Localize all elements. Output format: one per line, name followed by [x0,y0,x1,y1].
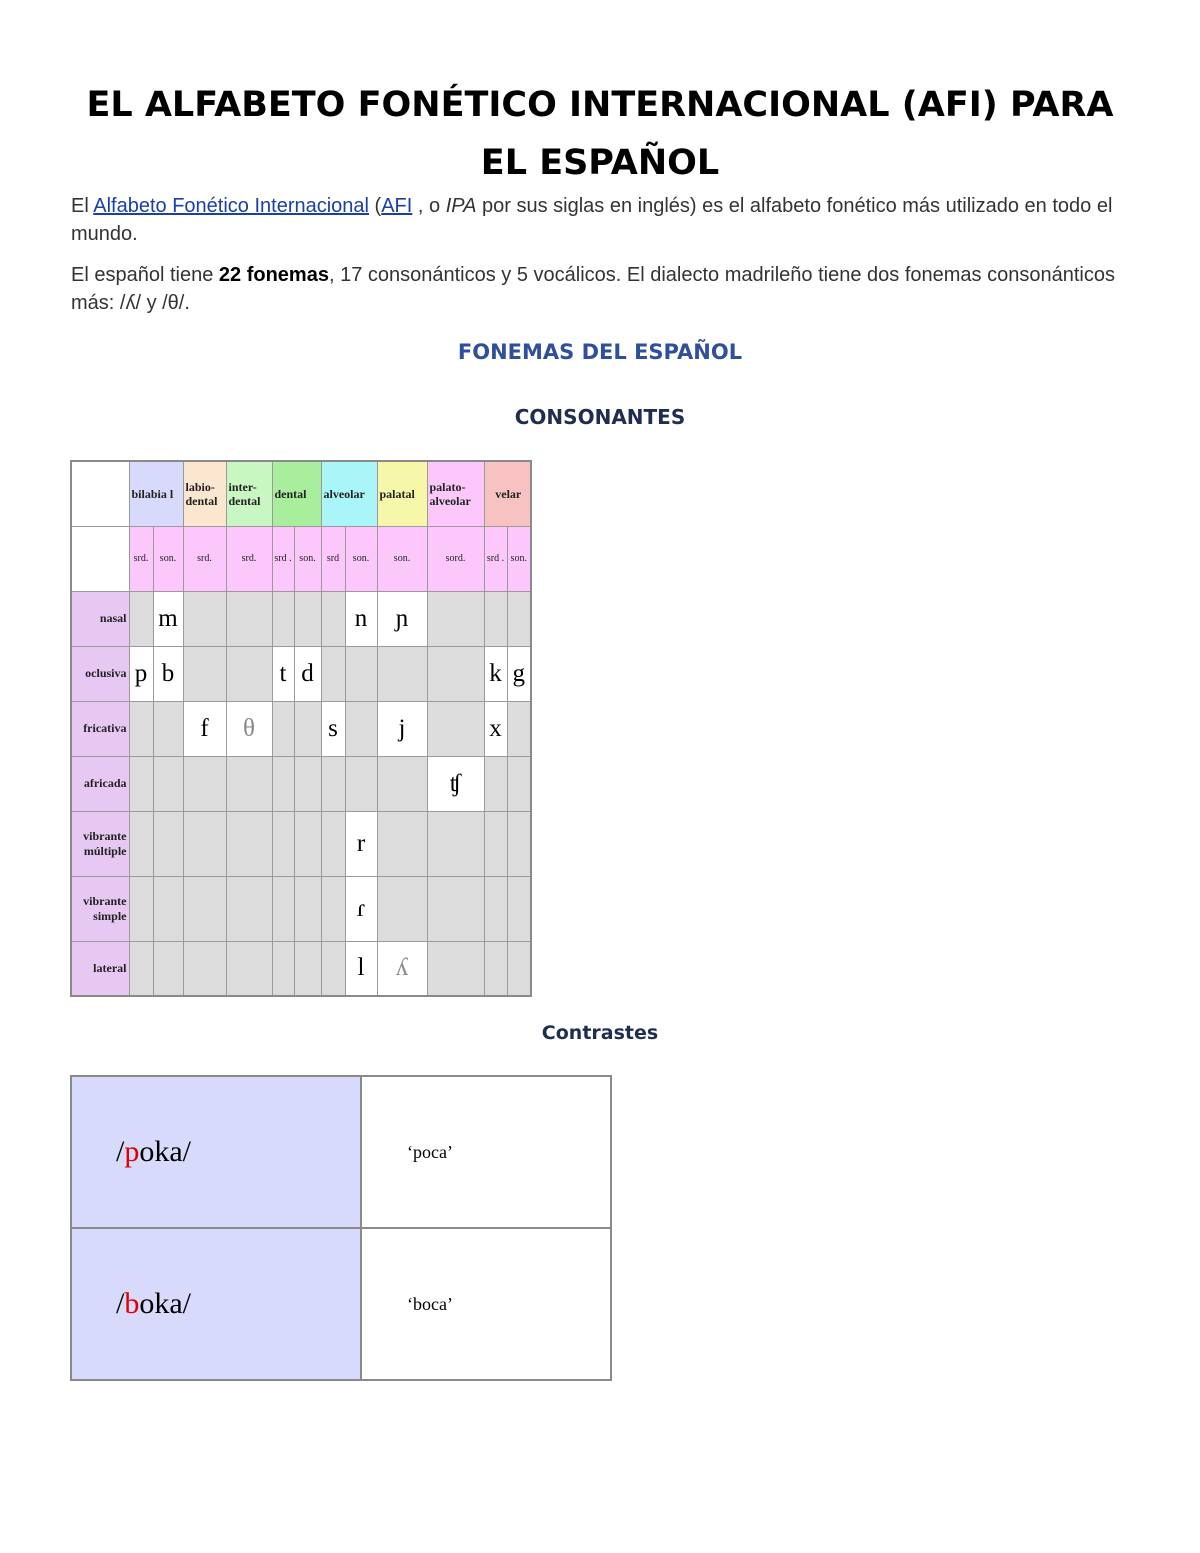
phoneme-row [71,811,531,876]
empty-cell [507,941,531,996]
voicing-subheader: sord. [427,526,484,591]
manner-label: lateral [71,941,129,996]
contrast-transcription [71,1076,361,1228]
transcription-rest: oka/ [139,1287,191,1320]
phoneme-row [71,876,531,941]
phoneme-symbol: p [129,646,153,701]
header-bilabial: bilabia l [129,461,183,526]
phoneme-symbol: s [321,701,345,756]
empty-cell [427,701,484,756]
ipa-abbrev: IPA [445,195,477,217]
phoneme-symbol: ɾ [345,876,377,941]
header-dental: dental [272,461,321,526]
contrast-row [71,1228,611,1380]
manner-label: vibrante múltiple [71,811,129,876]
intro-text: El español tiene [71,264,219,286]
empty-cell [153,941,183,996]
contrast-row [71,1076,611,1228]
voicing-subheader: srd [321,526,345,591]
empty-cell [183,941,226,996]
header-labiodental: labio-dental [183,461,226,526]
empty-cell [321,941,345,996]
empty-cell [183,756,226,811]
header-interdental: inter-dental [226,461,272,526]
phoneme-symbol: l [345,941,377,996]
afi-abbrev-link[interactable]: AFI [381,195,413,217]
phoneme-symbol: ɲ [377,591,427,646]
contrasts-table [70,1075,612,1381]
manner-label: nasal [71,591,129,646]
empty-cell [507,811,531,876]
consonants-heading: CONSONANTES [514,405,686,429]
empty-cell [226,646,272,701]
phoneme-count: 22 fonemas [218,264,329,286]
contrast-phoneme: p [124,1135,140,1168]
phoneme-symbol: θ [226,701,272,756]
empty-cell [507,701,531,756]
empty-cell [226,756,272,811]
empty-cell [153,876,183,941]
voicing-subheader: srd . [272,526,294,591]
voicing-subheader: srd. [183,526,226,591]
empty-cell [507,756,531,811]
phoneme-row [71,941,531,996]
empty-cell [484,591,507,646]
empty-cell [272,701,294,756]
empty-cell [345,701,377,756]
voicing-subheader: son. [153,526,183,591]
intro-text: El [71,195,94,217]
empty-cell [183,591,226,646]
empty-cell [272,756,294,811]
intro-paragraph-2 [71,261,1141,317]
empty-cell [427,646,484,701]
slash: / [116,1287,125,1320]
empty-cell [272,811,294,876]
empty-cell [507,591,531,646]
voicing-subheader: son. [377,526,427,591]
empty-cell [484,756,507,811]
empty-cell [294,756,321,811]
empty-cell [183,811,226,876]
empty-cell [226,941,272,996]
empty-cell [507,876,531,941]
contrast-phoneme: b [124,1287,140,1320]
empty-cell [484,811,507,876]
phoneme-row [71,701,531,756]
empty-cell [321,756,345,811]
empty-cell [272,941,294,996]
intro-paragraph-1 [71,192,1141,248]
phoneme-row [71,646,531,701]
page-title: EL ALFABETO FONÉTICO INTERNACIONAL (AFI) PARA EL ESPAÑOL [86,85,1114,183]
phoneme-symbol: t [272,646,294,701]
manner-label: africada [71,756,129,811]
empty-cell [129,591,153,646]
empty-cell [272,876,294,941]
empty-cell [345,756,377,811]
contrast-gloss: ‘poca’ [361,1076,611,1228]
phoneme-symbol: b [153,646,183,701]
intro-text: , o [412,195,446,217]
header-alveolar: alveolar [321,461,377,526]
empty-cell [129,756,153,811]
phoneme-symbol: ʎ [377,941,427,996]
transcription-rest: oka/ [139,1135,191,1168]
empty-cell [321,811,345,876]
phoneme-symbol: n [345,591,377,646]
empty-cell [345,646,377,701]
intro-text: por sus siglas en inglés) es el alfabeto fonético más utilizado en todo el mundo. [71,195,1113,245]
empty-cell [129,941,153,996]
manner-label: fricativa [71,701,129,756]
empty-cell [377,876,427,941]
empty-cell [153,701,183,756]
empty-cell [183,876,226,941]
phoneme-symbol: j [377,701,427,756]
slash: / [116,1135,125,1168]
phoneme-symbol: m [153,591,183,646]
empty-cell [321,876,345,941]
phoneme-symbol: k [484,646,507,701]
empty-cell [321,646,345,701]
phoneme-symbol: d [294,646,321,701]
manner-label: oclusiva [71,646,129,701]
manner-label: vibrante simple [71,876,129,941]
intro-text: ( [368,195,382,217]
afi-link[interactable]: Alfabeto Fonético Internacional [93,195,369,217]
empty-cell [427,941,484,996]
empty-cell [427,811,484,876]
contrasts-heading: Contrastes [541,1022,659,1044]
corner-cell [71,461,129,526]
empty-cell [377,646,427,701]
empty-cell [294,701,321,756]
phoneme-rows [71,591,531,996]
empty-cell [294,811,321,876]
empty-cell [427,591,484,646]
empty-cell [226,876,272,941]
voicing-subheader: son. [507,526,531,591]
empty-cell [129,811,153,876]
empty-cell [484,941,507,996]
empty-cell [377,811,427,876]
phoneme-symbol: f [183,701,226,756]
section-heading: FONEMAS DEL ESPAÑOL [457,340,743,364]
empty-cell [129,701,153,756]
empty-cell [294,876,321,941]
subheader-corner [71,526,129,591]
empty-cell [226,811,272,876]
header-velar: velar [484,461,531,526]
empty-cell [153,756,183,811]
phoneme-symbol: r [345,811,377,876]
header-palatal: palatal [377,461,427,526]
voicing-subheader: son. [294,526,321,591]
contrast-transcription [71,1228,361,1380]
voicing-subheader: srd. [129,526,153,591]
empty-cell [484,876,507,941]
voicing-subheader: srd. [226,526,272,591]
empty-cell [294,941,321,996]
voicing-subheader: son. [345,526,377,591]
empty-cell [153,811,183,876]
phoneme-row [71,756,531,811]
empty-cell [183,646,226,701]
consonant-table [70,460,532,997]
empty-cell [321,591,345,646]
contrast-gloss: ‘boca’ [361,1228,611,1380]
empty-cell [129,876,153,941]
phoneme-row [71,591,531,646]
voicing-subheader: srd . [484,526,507,591]
header-palatoalveolar: palato-alveolar [427,461,484,526]
phoneme-symbol: x [484,701,507,756]
intro-text: , 17 consonánticos y 5 vocálicos. El dialecto madrileño tiene dos fonemas consonánticos más: /ʎ/ y /θ/. [71,264,1115,314]
phoneme-symbol: g [507,646,531,701]
empty-cell [377,756,427,811]
empty-cell [226,591,272,646]
phoneme-symbol: ʧ [427,756,484,811]
empty-cell [427,876,484,941]
empty-cell [294,591,321,646]
empty-cell [272,591,294,646]
